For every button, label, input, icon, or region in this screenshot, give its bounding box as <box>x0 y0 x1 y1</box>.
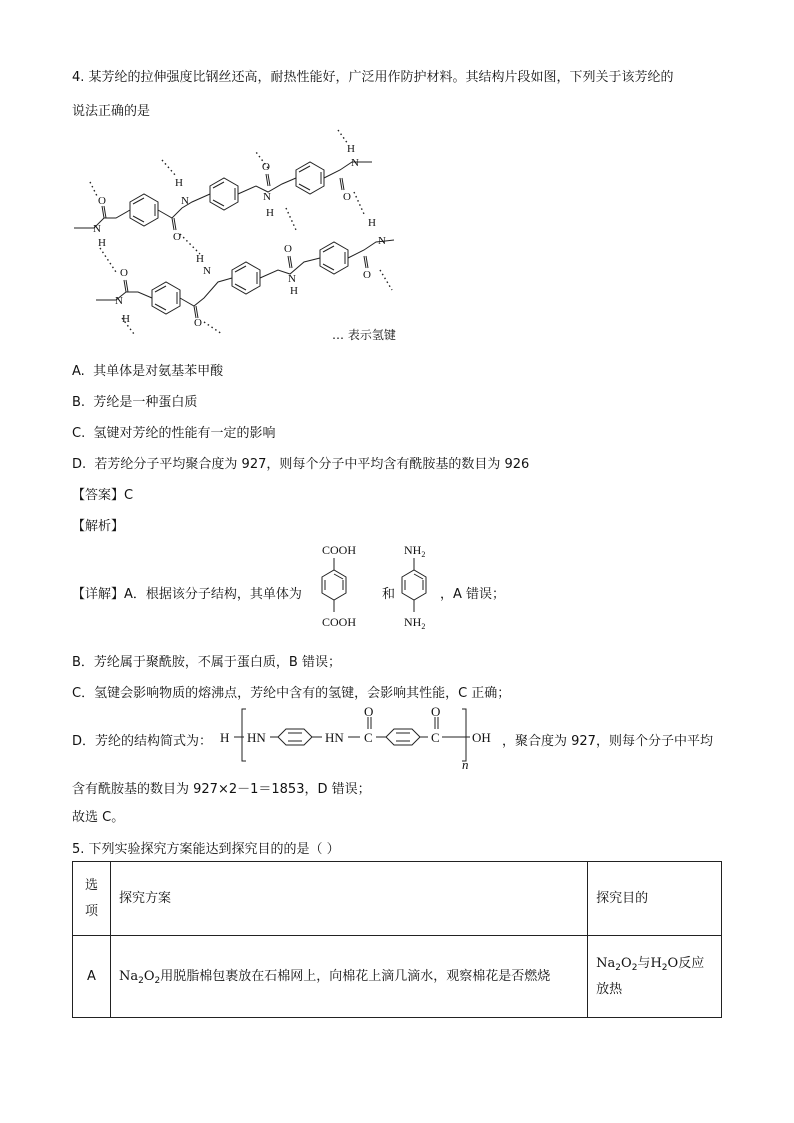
atom-n: N <box>263 191 271 203</box>
detail-a-pre <box>72 583 302 602</box>
option-letter: D. <box>72 457 87 472</box>
option-d <box>72 453 529 472</box>
analysis-label: 【解析】 <box>72 519 125 534</box>
atom-h: H <box>368 217 376 229</box>
formula-hn: HN <box>325 730 344 745</box>
option-text: 氢键对芳纶的性能有一定的影响 <box>93 426 276 441</box>
detail-d-line2: 含有酰胺基的数目为 927×2－1＝1853，D 错误； <box>72 782 371 797</box>
option-text: 其单体是对氨基苯甲酸 <box>93 364 224 379</box>
table-header-row <box>73 862 722 936</box>
monomer2-top: $NH_2$ <box>404 543 426 559</box>
table-row <box>73 936 722 1018</box>
answer-line <box>72 484 133 503</box>
monomer1-top: COOH <box>322 543 357 557</box>
aramid-structure-figure <box>72 122 412 347</box>
atom-n: N <box>288 273 296 285</box>
atom-o: O <box>284 243 292 255</box>
option-letter: B. <box>72 395 86 410</box>
detail-c: C．氢键会影响物质的熔沸点，芳纶中含有的氢键，会影响其性能，C 正确； <box>72 686 511 701</box>
formula-o: O <box>364 705 374 719</box>
row-purpose: $Na_2O_2$与$H_2O$反应放热 <box>588 936 722 1018</box>
header-purpose: 探究目的 <box>588 862 722 936</box>
option-text: 芳纶是一种蛋白质 <box>93 395 198 410</box>
atom-n: N <box>378 235 386 247</box>
atom-o: O <box>173 231 181 243</box>
atom-h: H <box>347 143 355 155</box>
conclusion: 故选 C。 <box>72 810 125 825</box>
detail-d-pre: D．芳纶的结构简式为： <box>72 734 213 749</box>
formula-o: O <box>431 705 441 719</box>
detail-label: 【详解】 <box>72 587 125 602</box>
atom-h: H <box>175 177 183 189</box>
formula-c: C <box>431 730 440 745</box>
monomer2-bottom: $NH_2$ <box>404 615 426 631</box>
atom-h: H <box>266 207 274 219</box>
aramid-formula <box>214 705 504 770</box>
atom-h: H <box>98 237 106 249</box>
formula-hn: HN <box>247 730 266 745</box>
option-letter: A. <box>72 364 85 379</box>
option-letter: C. <box>72 426 86 441</box>
header-plan: 探究方案 <box>110 862 587 936</box>
answer-value: C <box>124 488 134 503</box>
atom-o: O <box>262 161 270 173</box>
atom-o: O <box>120 267 128 279</box>
option-c <box>72 422 276 441</box>
formula-oh: OH <box>472 730 491 745</box>
atom-o: O <box>363 269 371 281</box>
formula-h: H <box>220 730 230 745</box>
monomer1-bottom: COOH <box>322 615 357 629</box>
atom-n: N <box>115 295 123 307</box>
q4-stem-line1: 4. 某芳纶的拉伸强度比钢丝还高，耐热性能好，广泛用作防护材料。其结构片段如图，下列关于该芳纶的 <box>72 70 674 85</box>
option-b <box>72 391 197 410</box>
option-text: 若芳纶分子平均聚合度为 927，则每个分子中平均含有酰胺基的数目为 926 <box>94 457 530 472</box>
formula-c: C <box>364 730 373 745</box>
atom-o: O <box>194 317 202 329</box>
figure-legend: … 表示氢键 <box>332 328 396 342</box>
atom-n: N <box>93 223 101 235</box>
atom-h: H <box>290 285 298 297</box>
detail-a-post: ，A 错误； <box>440 587 506 602</box>
experiment-table <box>72 861 722 1018</box>
formula-n: n <box>462 757 469 770</box>
row-plan: $Na_2O_2$用脱脂棉包裹放在石棉网上，向棉花上滴几滴水，观察棉花是否燃烧 <box>110 936 587 1018</box>
q5-stem: 5. 下列实验探究方案能达到探究目的的是（ ） <box>72 842 340 857</box>
row-option: A <box>73 936 111 1018</box>
detail-a-and: 和 <box>382 587 396 602</box>
atom-o: O <box>98 195 106 207</box>
atom-n: N <box>181 195 189 207</box>
detail-b: B．芳纶属于聚酰胺，不属于蛋白质，B 错误； <box>72 655 341 670</box>
q4-stem-line2: 说法正确的是 <box>72 104 151 119</box>
detail-d-post: ，聚合度为 927，则每个分子中平均 <box>502 734 713 749</box>
option-a <box>72 360 223 379</box>
atom-n: N <box>203 265 211 277</box>
header-option: 选项 <box>73 862 111 936</box>
answer-label: 【答案】 <box>72 488 125 503</box>
atom-o: O <box>343 191 351 203</box>
atom-n: N <box>351 157 359 169</box>
atom-h: H <box>122 313 130 325</box>
atom-h: H <box>196 253 204 265</box>
detail-a-text: A．根据该分子结构，其单体为 <box>124 587 302 602</box>
